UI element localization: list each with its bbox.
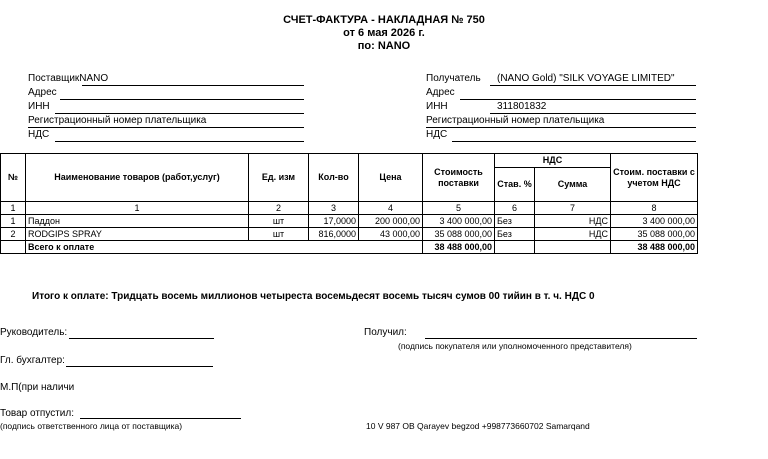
row-unit: шт bbox=[249, 228, 309, 241]
buyer-value: (NANO Gold) "SILK VOYAGE LIMITED" bbox=[497, 73, 675, 84]
head-signature-label: Руководитель: bbox=[0, 327, 68, 338]
col-no-header: № bbox=[1, 154, 26, 202]
row-qty: 816,0000 bbox=[309, 228, 359, 241]
received-note: (подпись покупателя или уполномоченного представителя) bbox=[398, 341, 632, 351]
row-total: 35 088 000,00 bbox=[611, 228, 698, 241]
supplier-nds-label: НДС bbox=[28, 129, 50, 140]
buyer-reg-label: Регистрационный номер плательщика bbox=[426, 115, 605, 126]
col-qty-header: Кол-во bbox=[309, 154, 359, 202]
total-rate-cell bbox=[495, 241, 535, 254]
accountant-signature-line bbox=[66, 366, 213, 367]
total-sum-cell bbox=[535, 241, 611, 254]
supplier-label: Поставщик bbox=[28, 73, 80, 84]
row-price: 43 000,00 bbox=[359, 228, 423, 241]
supplier-address-label: Адрес bbox=[28, 87, 57, 98]
supplier-inn-underline bbox=[55, 113, 304, 114]
buyer-inn-label: ИНН bbox=[426, 101, 448, 112]
col-number: 7 bbox=[535, 202, 611, 215]
row-name: Паддон bbox=[26, 215, 249, 228]
buyer-nds-label: НДС bbox=[426, 129, 448, 140]
total-in-words: Итого к оплате: Тридцать восемь миллионов четыреста восемьдесят восемь тысяч сумов 00 тийин в т. ч. НДС 0 bbox=[32, 291, 595, 302]
col-number: 8 bbox=[611, 202, 698, 215]
buyer-nds-underline bbox=[452, 141, 696, 142]
invoice-by: по: NANO bbox=[357, 40, 411, 52]
stamp-label: М.П(при наличи bbox=[0, 382, 75, 393]
invoice-date: от 6 мая 2026 г. bbox=[343, 27, 425, 39]
col-cost-header: Стоимость поставки bbox=[423, 154, 495, 202]
footer-info: 10 V 987 OB Qarayev begzod +998773660702 Samarqand bbox=[366, 421, 590, 431]
released-note: (подпись ответственного лица от поставщика) bbox=[0, 421, 183, 431]
row-unit: шт bbox=[249, 215, 309, 228]
total-cost: 38 488 000,00 bbox=[423, 241, 495, 254]
total-row bbox=[1, 241, 698, 254]
accountant-signature-label: Гл. бухгалтер: bbox=[0, 355, 65, 366]
buyer-inn-underline bbox=[490, 113, 696, 114]
col-number: 1 bbox=[1, 202, 26, 215]
supplier-reg-underline bbox=[28, 127, 304, 128]
col-nds-header: НДС bbox=[495, 154, 611, 168]
col-rate-header: Став. % bbox=[495, 168, 535, 202]
supplier-line bbox=[28, 73, 108, 85]
buyer-address-label: Адрес bbox=[426, 87, 455, 98]
total-empty-cell bbox=[1, 241, 26, 254]
buyer-address-underline bbox=[460, 99, 696, 100]
col-name-header: Наименование товаров (работ,услуг) bbox=[26, 154, 249, 202]
row-no: 2 bbox=[1, 228, 26, 241]
col-total-header: Стоим. поставки с учетом НДС bbox=[611, 154, 698, 202]
received-signature-line bbox=[425, 338, 697, 339]
buyer-label: Получатель bbox=[426, 73, 481, 84]
invoice-table bbox=[0, 153, 698, 254]
row-total: 3 400 000,00 bbox=[611, 215, 698, 228]
row-no: 1 bbox=[1, 215, 26, 228]
released-signature-line bbox=[80, 418, 241, 419]
row-sum: НДС bbox=[535, 215, 611, 228]
row-cost: 3 400 000,00 bbox=[423, 215, 495, 228]
supplier-address-underline bbox=[60, 99, 304, 100]
row-cost: 35 088 000,00 bbox=[423, 228, 495, 241]
released-label: Товар отпустил: bbox=[0, 408, 74, 419]
buyer-inn-value: 311801832 bbox=[497, 101, 547, 112]
supplier-nds-underline bbox=[55, 141, 304, 142]
supplier-reg-label: Регистрационный номер плательщика bbox=[28, 115, 207, 126]
buyer-underline bbox=[490, 85, 696, 86]
table-row bbox=[1, 228, 698, 241]
col-price-header: Цена bbox=[359, 154, 423, 202]
invoice-title: СЧЕТ-ФАКТУРА - НАКЛАДНАЯ № 750 bbox=[283, 14, 485, 26]
col-number: 6 bbox=[495, 202, 535, 215]
row-name: RODGIPS SPRAY bbox=[26, 228, 249, 241]
head-signature-line bbox=[69, 338, 214, 339]
supplier-inn-label: ИНН bbox=[28, 101, 50, 112]
total-total: 38 488 000,00 bbox=[611, 241, 698, 254]
row-sum: НДС bbox=[535, 228, 611, 241]
buyer-reg-underline bbox=[426, 127, 696, 128]
row-qty: 17,0000 bbox=[309, 215, 359, 228]
row-rate: Без bbox=[495, 228, 535, 241]
supplier-value: NANO bbox=[79, 73, 109, 84]
table-row bbox=[1, 215, 698, 228]
col-unit-header: Ед. изм bbox=[249, 154, 309, 202]
received-label: Получил: bbox=[364, 327, 407, 338]
column-numbers-row bbox=[1, 202, 698, 215]
row-rate: Без bbox=[495, 215, 535, 228]
col-number: 3 bbox=[309, 202, 359, 215]
row-price: 200 000,00 bbox=[359, 215, 423, 228]
col-number: 4 bbox=[359, 202, 423, 215]
col-number: 5 bbox=[423, 202, 495, 215]
col-number: 2 bbox=[249, 202, 309, 215]
total-label: Всего к оплате bbox=[26, 241, 423, 254]
col-number: 1 bbox=[26, 202, 249, 215]
col-sum-header: Сумма bbox=[535, 168, 611, 202]
supplier-underline bbox=[82, 85, 304, 86]
